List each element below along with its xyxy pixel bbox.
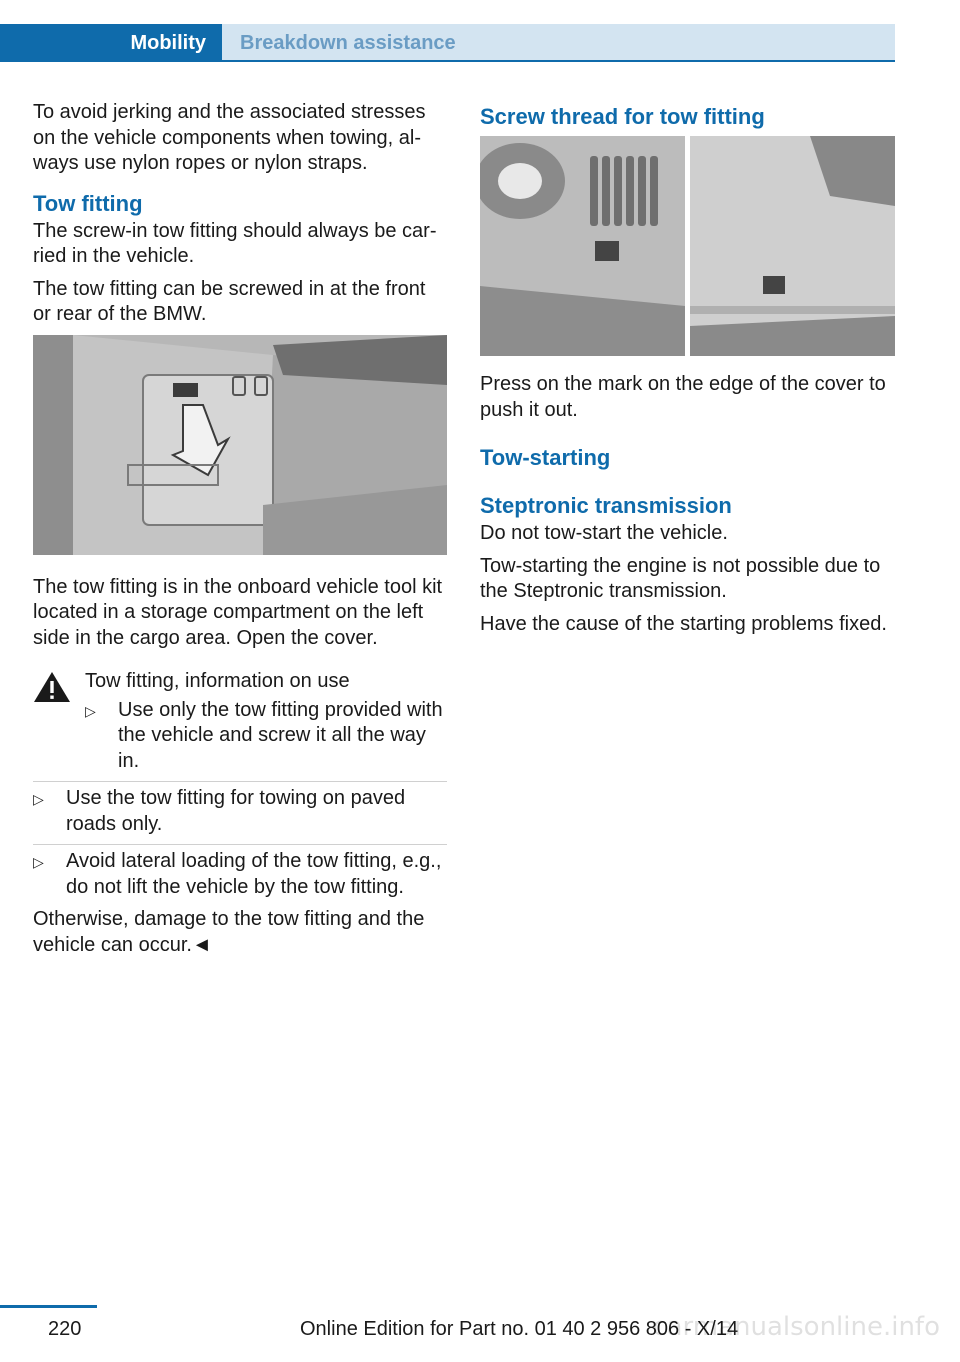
footer-rule — [0, 1305, 97, 1308]
bullet-text: Use the tow fitting for towing on paved roads only. — [66, 787, 406, 835]
section-label: Mobility — [130, 31, 206, 54]
intro-paragraph: To avoid jerking and the associated stresses on the vehicle components when towing, always use nylon ropes or nylon straps. — [33, 101, 426, 174]
warning-block — [33, 669, 447, 774]
edition-text: Online Edition for Part no. 01 40 2 956 806 - X/14 — [300, 1318, 739, 1340]
divider — [33, 844, 447, 845]
steptronic-paragraph-2: Tow-starting the engine is not possible due to the Steptronic transmission. — [480, 554, 881, 602]
section-tab[interactable] — [0, 24, 222, 62]
watermark: carmanualsonline.info — [652, 1312, 940, 1342]
tow-fitting-paragraph-1: The screw-in tow fitting should always be carried in the vehicle. — [33, 219, 437, 267]
closing-paragraph: Otherwise, damage to the tow fitting and the vehicle can occur.◄ — [33, 908, 425, 956]
bullet-text: Use only the tow fitting provided with the vehicle and screw it all the way in. — [118, 698, 443, 772]
list-item — [33, 849, 447, 900]
tow-starting-heading: Tow-starting — [480, 445, 611, 470]
screw-thread-image — [480, 136, 895, 356]
header-rule — [0, 60, 895, 62]
triangle-bullet-icon: ▷ — [85, 702, 96, 719]
triangle-bullet-icon: ▷ — [33, 791, 44, 807]
steptronic-paragraph-1: Do not tow-start the vehicle. — [480, 522, 728, 544]
tool-kit-paragraph: The tow fitting is in the onboard vehicle tool kit located in a storage compartment on the left side in the cargo area. Open the cover. — [33, 575, 443, 649]
warning-icon — [33, 670, 71, 704]
warning-title: Tow fitting, information on use — [85, 670, 350, 692]
page-number: 220 — [48, 1318, 82, 1340]
screw-thread-heading: Screw thread for tow fitting — [480, 104, 765, 129]
divider — [33, 781, 447, 782]
steptronic-heading: Steptronic transmission — [480, 493, 732, 518]
tow-fitting-heading: Tow fitting — [33, 190, 143, 216]
tow-fitting-paragraph-2: The tow fitting can be screwed in at the front or rear of the BMW. — [33, 277, 426, 325]
list-item — [85, 698, 447, 775]
steptronic-paragraph-3: Have the cause of the starting problems fixed. — [480, 612, 887, 635]
left-column — [33, 100, 447, 965]
right-column — [480, 100, 895, 644]
bullet-text: Avoid lateral loading of the tow fitting, e.g., do not lift the vehicle by the tow fitting. — [66, 850, 442, 898]
subsection-tab[interactable] — [222, 24, 895, 62]
subsection-label: Breakdown assistance — [240, 31, 456, 54]
page-header — [0, 24, 895, 62]
cargo-area-image — [33, 335, 447, 555]
list-item — [33, 786, 447, 837]
triangle-bullet-icon: ▷ — [33, 854, 44, 870]
press-cover-paragraph: Press on the mark on the edge of the cover to push it out. — [480, 373, 886, 421]
